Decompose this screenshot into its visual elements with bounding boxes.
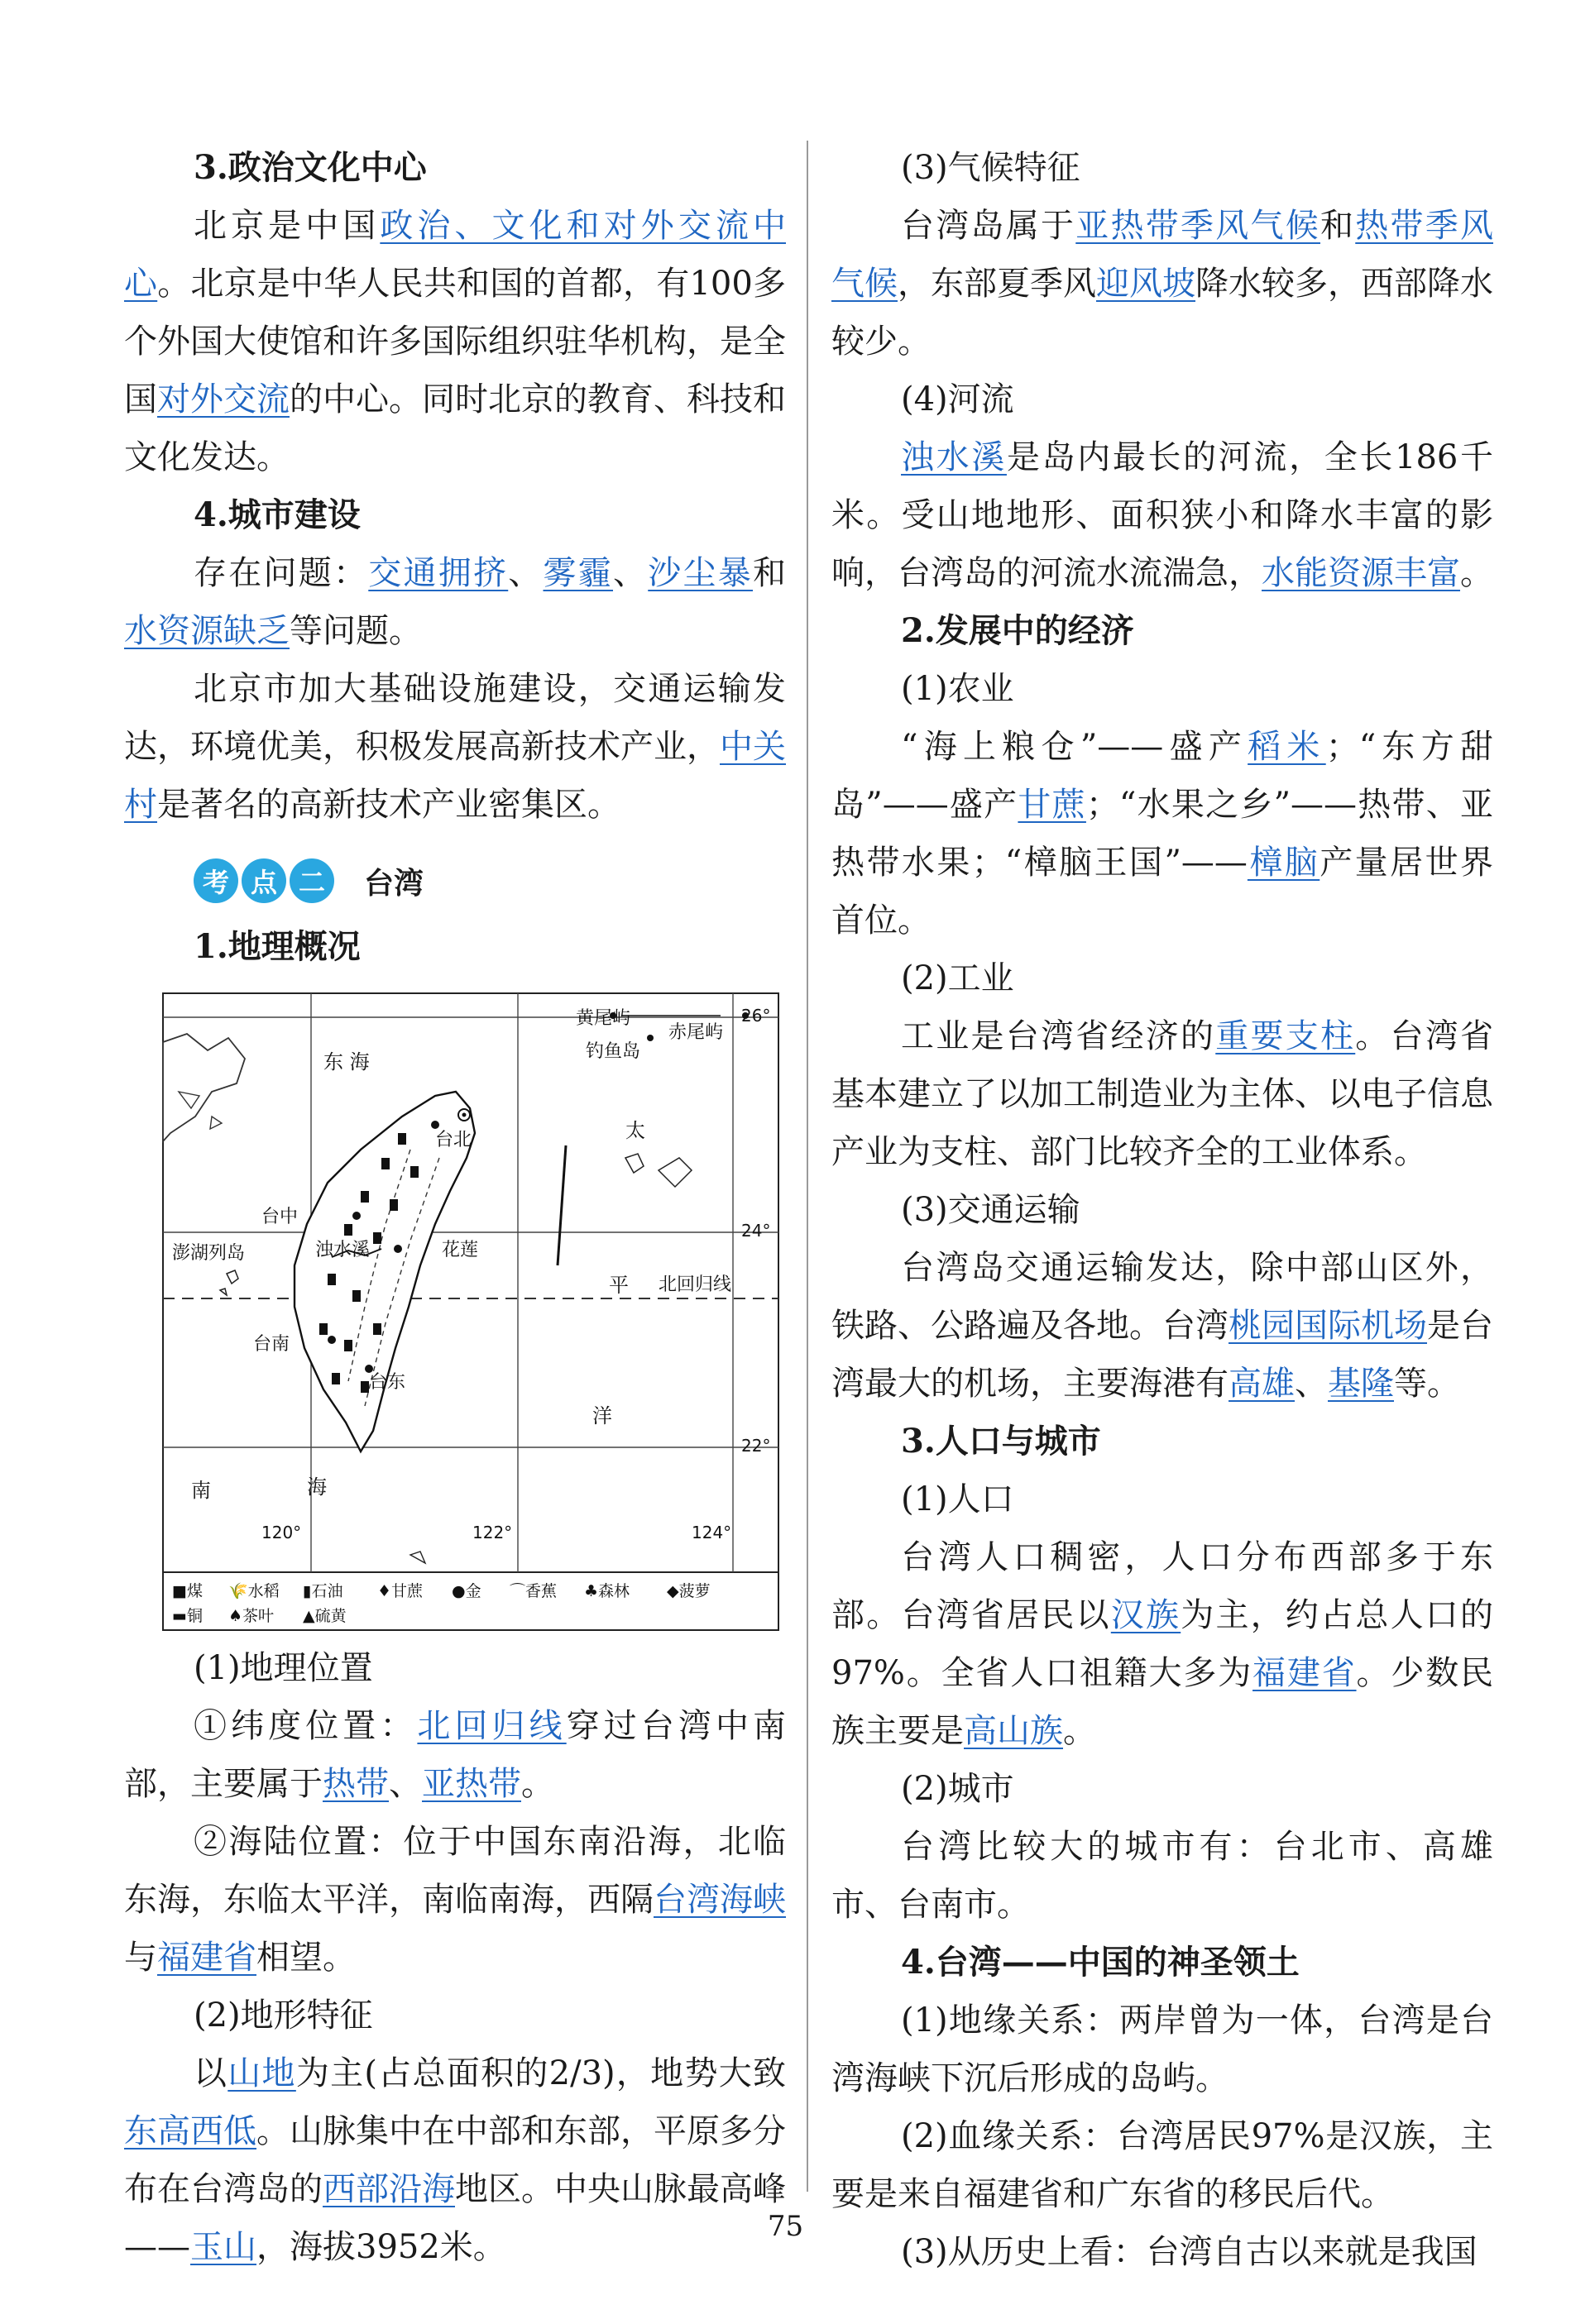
kaodian-circle: 二	[290, 858, 334, 903]
answer-blank: 交通拥挤	[368, 554, 509, 592]
subheading: (1)人口	[901, 1480, 1014, 1518]
column-divider	[807, 141, 808, 2192]
map-label: 东 海	[323, 1050, 370, 1074]
paragraph: 台湾人口稠密，人口分布西部多于东部。台湾省居民以汉族为主，约占总人口的97%。全省人口祖籍大多为福建省。少数民族主要是高山族。	[831, 1538, 1494, 1750]
answer-blank: 水能资源丰富	[1262, 554, 1460, 592]
kaodian-badge	[194, 849, 786, 913]
map-label: 赤尾屿	[668, 1022, 724, 1043]
subheading: (4)河流	[901, 380, 1014, 418]
map-label: 台中	[261, 1207, 299, 1227]
answer-blank: 东高西低	[124, 2112, 256, 2150]
map-label: 黄尾屿	[576, 1008, 631, 1029]
answer-blank: 高山族	[964, 1712, 1063, 1750]
legend-item: ♠茶叶	[228, 1607, 275, 1625]
paragraph: 北京市加大基础设施建设，交通运输发达，环境优美，积极发展高新技术产业，中关村是著名的高新技术产业密集区。	[124, 670, 786, 824]
answer-blank: 亚热带	[422, 1765, 521, 1803]
lat-label: 24°	[741, 1221, 771, 1241]
lon-label: 124°	[692, 1523, 732, 1542]
map-label: 台东	[369, 1372, 406, 1393]
answer-blank: 基隆	[1328, 1365, 1394, 1403]
legend-item: ▲硫黄	[303, 1607, 347, 1625]
map-label: 平	[609, 1274, 629, 1297]
legend-item: ▮石油	[303, 1582, 343, 1600]
answer-blank: 稻米	[1248, 728, 1326, 766]
map-label: 海	[307, 1475, 327, 1499]
legend-item: 🌾水稻	[228, 1582, 280, 1600]
paragraph: (2)血缘关系：台湾居民97%是汉族，主要是来自福建省和广东省的移民后代。	[831, 2117, 1493, 2213]
answer-blank: 对外交流	[157, 380, 290, 418]
paragraph: 台湾比较大的城市有：台北市、高雄市、台南市。	[831, 1828, 1493, 1924]
kaodian-topic: 台湾	[364, 866, 424, 901]
answer-blank: 浊水溪	[901, 438, 1007, 476]
legend-item: ♣森林	[584, 1582, 630, 1600]
right-column	[831, 139, 1493, 2281]
lon-label: 120°	[261, 1523, 302, 1542]
paragraph: 北京是中国政治、文化和对外交流中心。北京是中华人民共和国的首都，有100多个外国大使馆和许多国际组织驻华机构，是全国对外交流的中心。同时北京的教育、科技和文化发达。	[124, 207, 787, 476]
section-heading: 4.城市建设	[194, 495, 361, 534]
legend-item: ▬铜	[172, 1607, 203, 1625]
lat-label: 22°	[741, 1436, 771, 1456]
answer-blank: 福建省	[157, 1939, 256, 1977]
answer-blank: 台湾海峡	[654, 1881, 786, 1919]
map-label: 台南	[253, 1334, 290, 1355]
answer-blank: 亚热带季风气候	[1075, 207, 1320, 245]
answer-blank: 高雄	[1229, 1365, 1295, 1403]
paragraph: 浊水溪是岛内最长的河流，全长186千米。受山地地形、面积狭小和降水丰富的影响，台湾岛的河流水流湍急，水能资源丰富。	[831, 438, 1493, 592]
paragraph: 以山地为主(占总面积的2/3)，地势大致东高西低。山脉集中在中部和东部，平原多分布在台湾岛的西部沿海地区。中央山脉最高峰——玉山，海拔3952米。	[124, 2054, 787, 2266]
kaodian-circle: 点	[242, 858, 286, 903]
map-label: 北回归线	[659, 1274, 732, 1295]
answer-blank: 北回归线	[417, 1707, 567, 1745]
paragraph: (1)地缘关系：两岸曾为一体，台湾是台湾海峡下沉后形成的岛屿。	[831, 2001, 1493, 2097]
paragraph: “海上粮仓”——盛产稻米；“东方甜岛”——盛产甘蔗；“水果之乡”——热带、亚热带水果；“樟脑王国”——樟脑产量居世界首位。	[831, 728, 1494, 940]
answer-blank: 山地	[228, 2054, 296, 2092]
paragraph: 台湾岛交通运输发达，除中部山区外，铁路、公路遍及各地。台湾桃园国际机场是台湾最大的机场，主要海港有高雄、基隆等。	[831, 1249, 1493, 1403]
legend-item: ●金	[452, 1582, 481, 1600]
answer-blank: 雾霾	[543, 554, 613, 592]
paragraph: (3)从历史上看：台湾自古以来就是我国	[901, 2233, 1478, 2271]
paragraph: 工业是台湾省经济的重要支柱。台湾省基本建立了以加工制造业为主体、以电子信息产业为支柱、部门比较齐全的工业体系。	[831, 1017, 1493, 1171]
section-heading: 1.地理概况	[194, 927, 361, 966]
answer-blank: 政治、文化和对外交流中心	[124, 207, 787, 303]
legend-item: ♦甘蔗	[377, 1582, 424, 1600]
section-heading: 4.台湾——中国的神圣领土	[901, 1943, 1300, 1982]
subheading: (1)地理位置	[194, 1649, 373, 1687]
answer-blank: 西部沿海	[323, 2170, 455, 2208]
answer-blank: 重要支柱	[1215, 1017, 1356, 1055]
legend-item: ■煤	[172, 1582, 203, 1600]
taiwan-map-svg	[162, 992, 779, 1631]
map-label: 钓鱼岛	[586, 1041, 641, 1062]
map-label: 南	[191, 1479, 211, 1502]
section-heading: 3.政治文化中心	[194, 148, 427, 187]
page-number: 75	[767, 2210, 804, 2243]
answer-blank: 甘蔗	[1018, 786, 1086, 824]
answer-blank: 汉族	[1110, 1596, 1181, 1634]
answer-blank: 福建省	[1252, 1654, 1357, 1692]
subheading: (3)交通运输	[901, 1191, 1080, 1229]
map-label: 浊水溪	[315, 1240, 371, 1260]
legend-item: ⌒香蕉	[510, 1582, 558, 1600]
map-label: 洋	[592, 1404, 612, 1427]
lat-label: 26°	[741, 1006, 771, 1026]
left-column	[124, 139, 786, 2276]
section-heading: 2.发展中的经济	[901, 611, 1134, 650]
subheading: (3)气候特征	[901, 149, 1080, 187]
answer-blank: 沙尘暴	[648, 554, 753, 592]
legend-item: ◆菠萝	[667, 1582, 711, 1600]
subheading: (2)城市	[901, 1770, 1014, 1808]
kaodian-circle: 考	[194, 858, 238, 903]
subheading: (2)地形特征	[194, 1996, 373, 2035]
map-label: 花莲	[442, 1240, 479, 1260]
subheading: (2)工业	[901, 959, 1014, 997]
map-label: 太	[625, 1119, 645, 1142]
paragraph: 台湾岛属于亚热带季风气候和热带季风气候，东部夏季风迎风坡降水较多，西部降水较少。	[831, 207, 1493, 361]
answer-blank: 热带季风气候	[831, 207, 1493, 303]
paragraph: 存在问题：交通拥挤、雾霾、沙尘暴和水资源缺乏等问题。	[124, 554, 786, 650]
answer-blank: 桃园国际机场	[1229, 1307, 1427, 1345]
answer-blank: 热带	[323, 1765, 389, 1803]
answer-blank: 水资源缺乏	[124, 612, 290, 650]
lon-label: 122°	[472, 1523, 513, 1542]
section-heading: 3.人口与城市	[901, 1422, 1101, 1461]
answer-blank: 玉山	[190, 2228, 256, 2266]
map-label: 台北	[435, 1130, 472, 1150]
answer-blank: 樟脑	[1247, 844, 1320, 882]
subheading: (1)农业	[901, 670, 1014, 708]
taiwan-map	[162, 992, 779, 1631]
paragraph: ②海陆位置：位于中国东南沿海，北临东海，东临太平洋，南临南海，西隔台湾海峡与福建省相望。	[124, 1823, 786, 1977]
map-label: 澎湖列岛	[172, 1243, 246, 1264]
answer-blank: 迎风坡	[1096, 265, 1195, 303]
paragraph: ①纬度位置：北回归线穿过台湾中南部，主要属于热带、亚热带。	[124, 1707, 787, 1803]
answer-blank: 中关村	[124, 728, 786, 824]
